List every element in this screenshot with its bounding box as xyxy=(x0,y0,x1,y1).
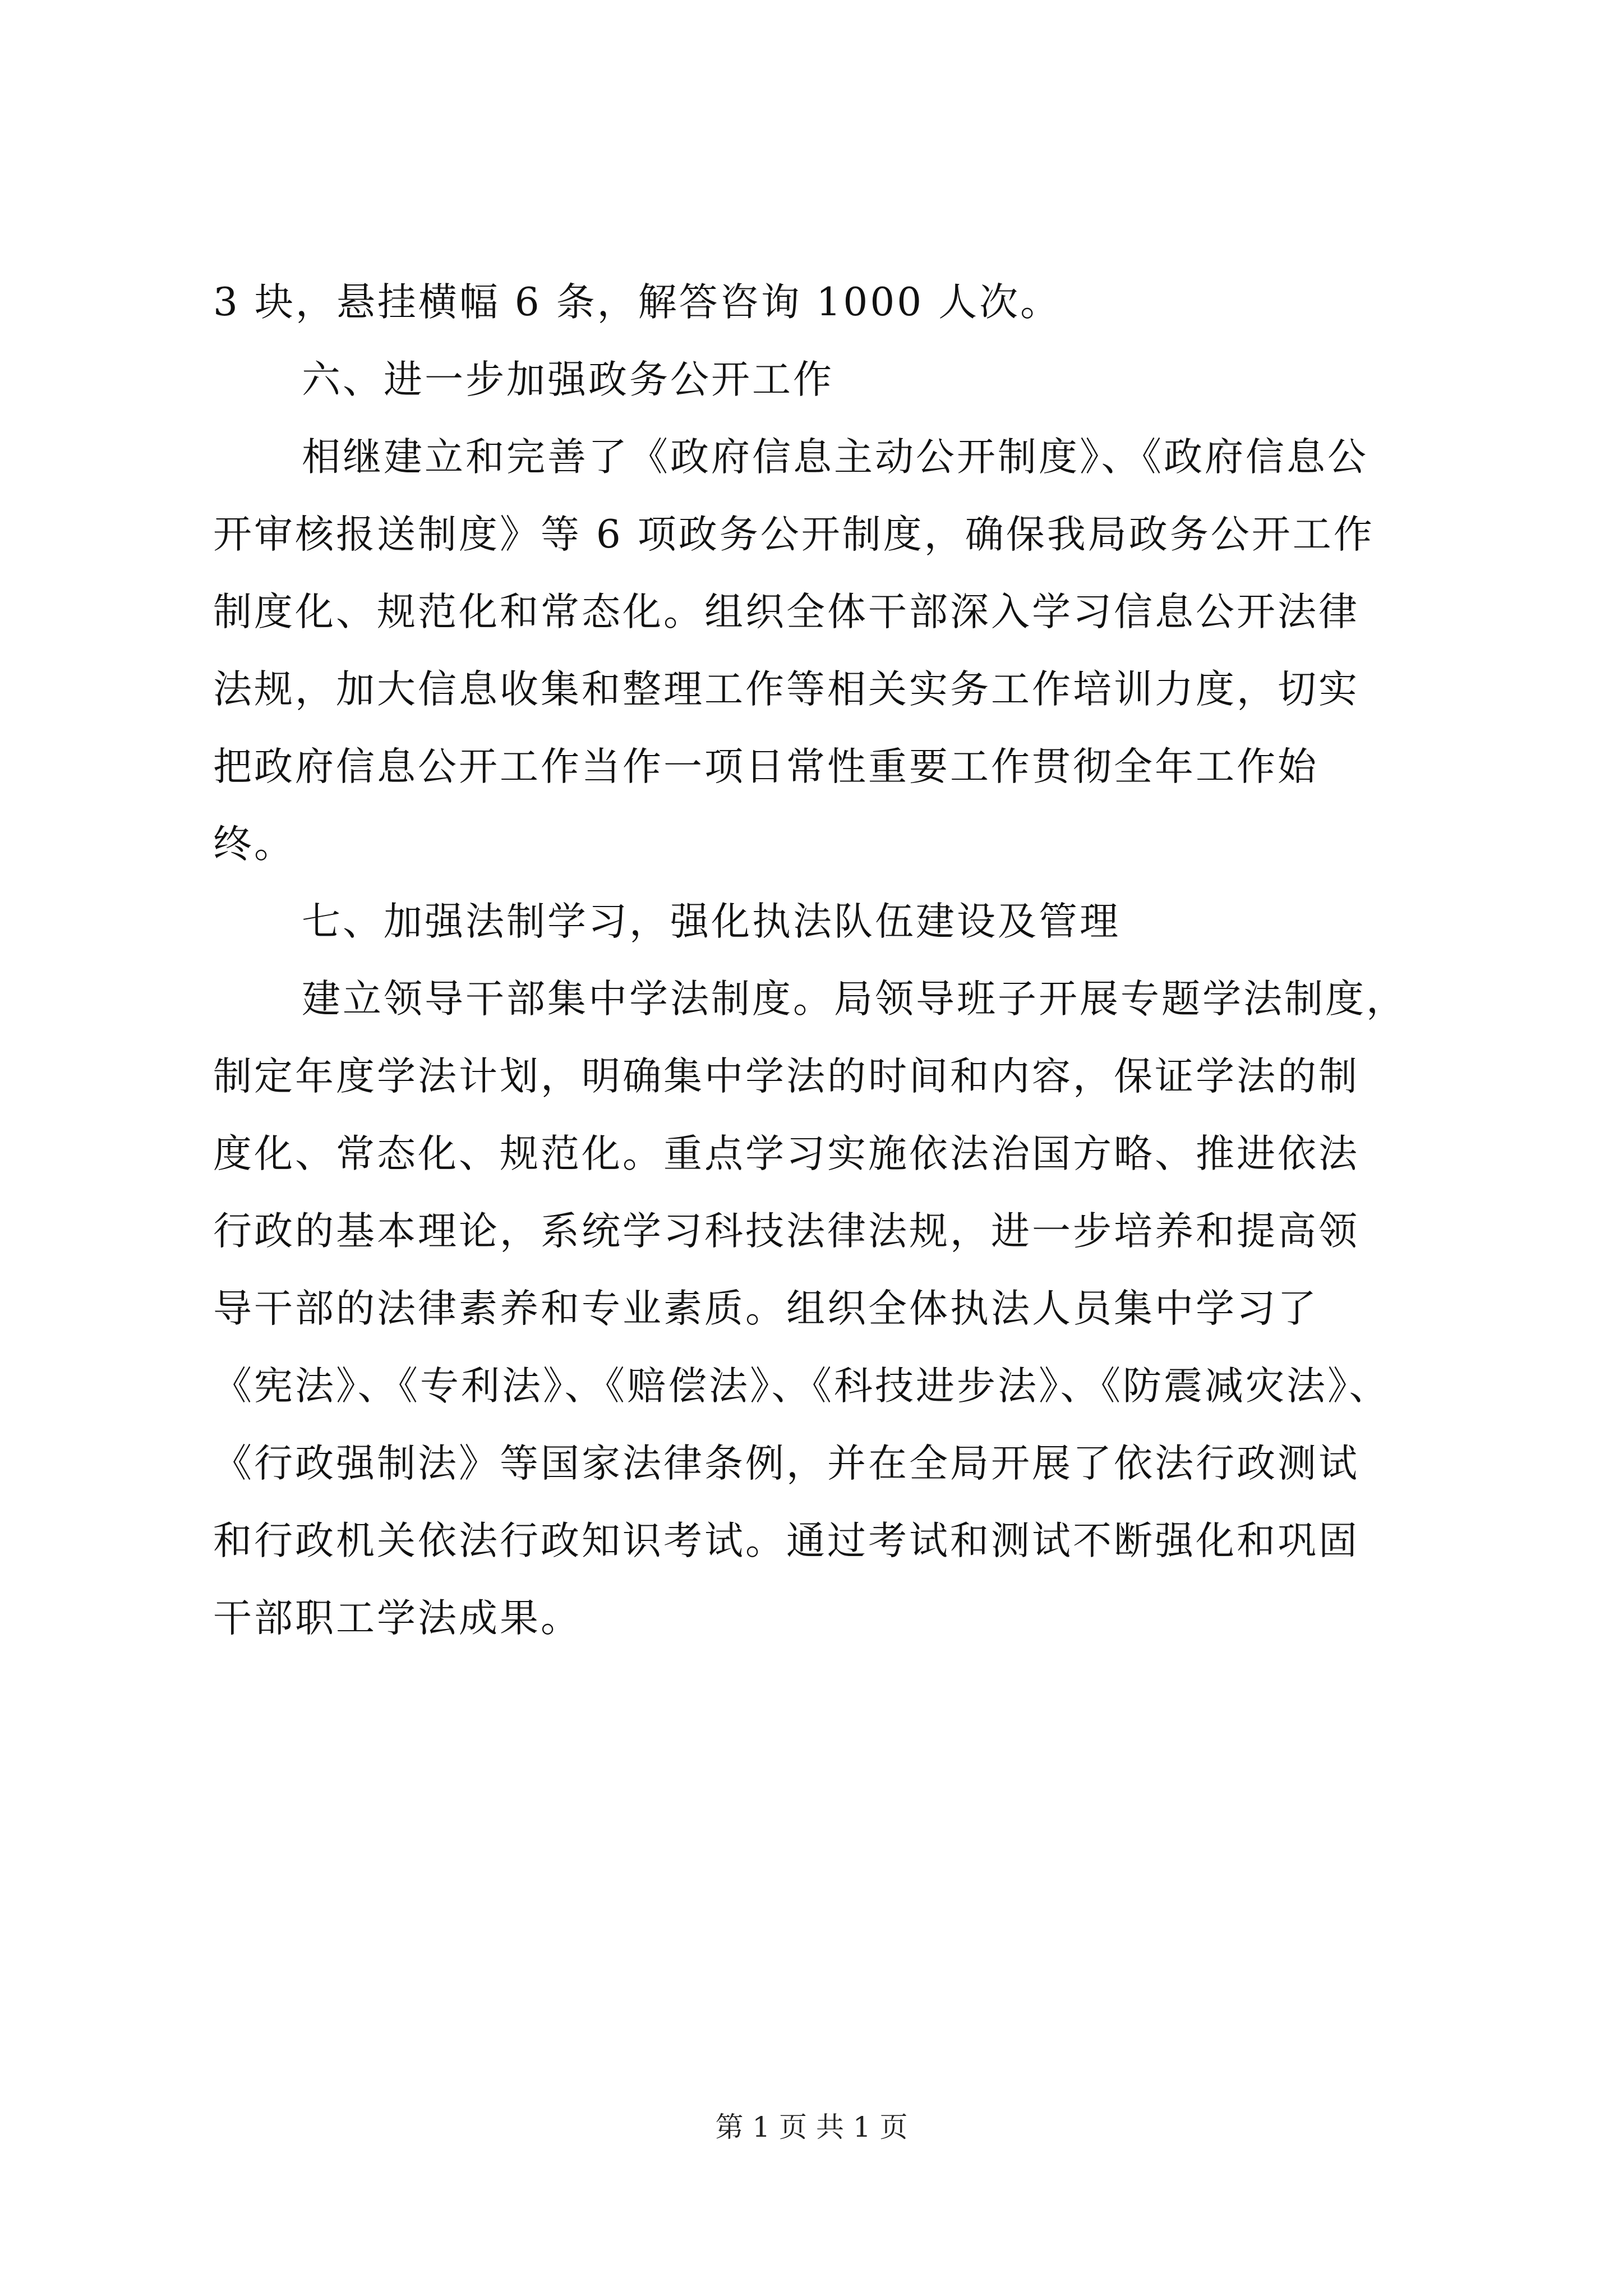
text-line: 制度化、规范化和常态化。组织全体干部深入学习信息公开法律 xyxy=(213,590,1359,634)
text-line: 干部职工学法成果。 xyxy=(213,1596,582,1641)
section-heading: 六、进一步加强政务公开工作 xyxy=(302,357,834,402)
text-line: 开审核报送制度》等 6 项政务公开制度，确保我局政务公开工作 xyxy=(213,512,1375,557)
text-line: 度化、常态化、规范化。重点学习实施依法治国方略、推进依法 xyxy=(213,1131,1359,1176)
text-line: 和行政机关依法行政知识考试。通过考试和测试不断强化和巩固 xyxy=(213,1519,1359,1563)
text-line: 3 块，悬挂横幅 6 条，解答咨询 1000 人次。 xyxy=(213,280,1062,325)
text-line: 《行政强制法》等国家法律条例，并在全局开展了依法行政测试 xyxy=(213,1441,1359,1486)
page-number-footer: 第 1 页 共 1 页 xyxy=(715,2111,908,2143)
text-line: 法规，加大信息收集和整理工作等相关实务工作培训力度，切实 xyxy=(213,667,1359,712)
text-line: 把政府信息公开工作当作一项日常性重要工作贯彻全年工作始 xyxy=(213,744,1318,789)
text-line: 《宪法》、《专利法》、《赔偿法》、《科技进步法》、《防震减灾法》、 xyxy=(213,1364,1390,1409)
text-line: 导干部的法律素养和专业素质。组织全体执法人员集中学习了 xyxy=(213,1286,1318,1331)
text-line: 相继建立和完善了《政府信息主动公开制度》、《政府信息公 xyxy=(302,435,1368,480)
text-line: 终。 xyxy=(213,822,295,867)
text-line: 建立领导干部集中学法制度。局领导班子开展专题学法制度， xyxy=(302,977,1407,1022)
text-line: 制定年度学法计划，明确集中学法的时间和内容，保证学法的制 xyxy=(213,1054,1359,1099)
document-body xyxy=(213,264,1424,1657)
section-heading: 七、加强法制学习，强化执法队伍建设及管理 xyxy=(302,899,1121,944)
text-line: 行政的基本理论，系统学习科技法律法规，进一步培养和提高领 xyxy=(213,1209,1359,1254)
